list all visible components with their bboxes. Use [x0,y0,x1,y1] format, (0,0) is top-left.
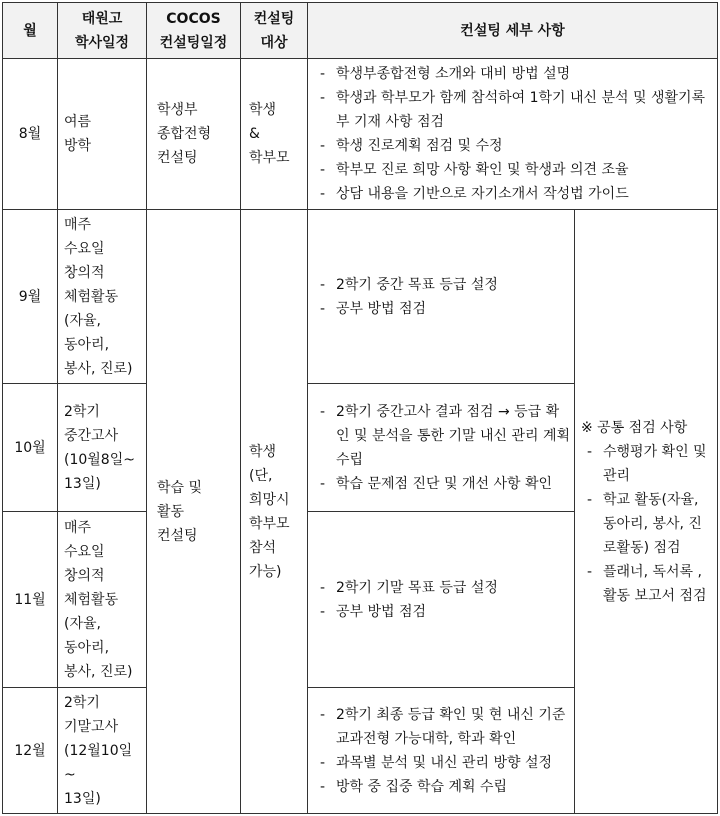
consulting-target-cell: 학생 & 학부모 [241,59,308,210]
school-schedule-cell: 2학기 중간고사 (10월8일~ 13일) [58,384,147,512]
detail-item: - 2학기 최종 등급 확인 및 현 내신 기준 교과전형 가능대학, 학과 확인 [320,706,566,747]
common-check-item: - 수행평가 확인 및 관리 [587,443,707,484]
details-list [314,703,570,799]
header-consulting-details: 컨설팅 세부 사항 [308,3,718,59]
header-school-schedule: 태원고 학사일정 [58,3,147,59]
details-cell [308,59,718,210]
consulting-schedule-table [2,2,718,814]
detail-item: - 학생 진로계획 점검 및 수정 [320,138,503,154]
school-schedule-cell: 매주 수요일 창의적 체험활동 (자율, 동아리, 봉사, 진로) [58,512,147,688]
common-check-item: - 학교 활동(자율, 동아리, 봉사, 진로활동) 점검 [587,491,702,556]
detail-item: - 학습 문제점 진단 및 개선 사항 확인 [320,475,553,492]
table-row-aug [3,59,718,210]
month-cell: 11월 [3,512,58,688]
common-check-item: - 플래너, 독서록 , 활동 보고서 점검 [587,563,707,604]
common-checks-cell [575,210,718,814]
details-cell [308,512,575,688]
cocos-schedule-merged-cell: 학습 및 활동 컨설팅 [147,210,241,814]
month-cell: 12월 [3,688,58,814]
details-cell [308,210,575,384]
consulting-target-merged-cell: 학생 (단, 희망시 학부모 참석 가능) [241,210,308,814]
header-cocos-schedule: COCOS 컨설팅일정 [147,3,241,59]
detail-item: - 2학기 기말 목표 등급 설정 [320,579,498,596]
details-list [314,576,570,624]
school-schedule-cell: 2학기 기말고사 (12월10일 ~ 13일) [58,688,147,814]
month-cell: 10월 [3,384,58,512]
detail-item: - 2학기 중간 목표 등급 설정 [320,276,498,293]
header-month: 월 [3,3,58,59]
detail-item: - 과목별 분석 및 내신 관리 방향 설정 [320,754,553,771]
header-row [3,3,718,59]
detail-item: - 공부 방법 점검 [320,603,427,620]
detail-item: - 학생부종합전형 소개와 대비 방법 설명 [320,66,571,82]
school-schedule-cell: 여름 방학 [58,59,147,210]
month-cell: 9월 [3,210,58,384]
details-cell [308,688,575,814]
table-row-sep [3,210,718,384]
header-consulting-target: 컨설팅 대상 [241,3,308,59]
details-cell [308,384,575,512]
detail-item: - 학생과 학부모가 함께 참석하여 1학기 내신 분석 및 생활기록부 기재 사항 점검 [320,90,706,130]
cocos-schedule-cell: 학생부 종합전형 컨설팅 [147,59,241,210]
school-schedule-cell: 매주 수요일 창의적 체험활동 (자율, 동아리, 봉사, 진로) [58,210,147,384]
details-list [314,400,570,496]
detail-item: - 상담 내용을 기반으로 자기소개서 작성법 가이드 [320,186,629,202]
details-list [314,273,570,321]
detail-item: - 학부모 진로 희망 사항 확인 및 학생과 의견 조율 [320,162,629,178]
common-checks-list [581,440,713,608]
detail-item: - 방학 중 집중 학습 계획 수립 [320,778,508,795]
detail-item: - 2학기 중간고사 결과 점검 → 등급 확인 및 분석을 통한 기말 내신 관리 계획 수립 [320,403,571,468]
month-cell: 8월 [3,59,58,210]
common-checks-title: ※ 공통 점검 사항 [581,419,688,436]
details-list [314,62,713,206]
detail-item: - 공부 방법 점검 [320,300,427,317]
